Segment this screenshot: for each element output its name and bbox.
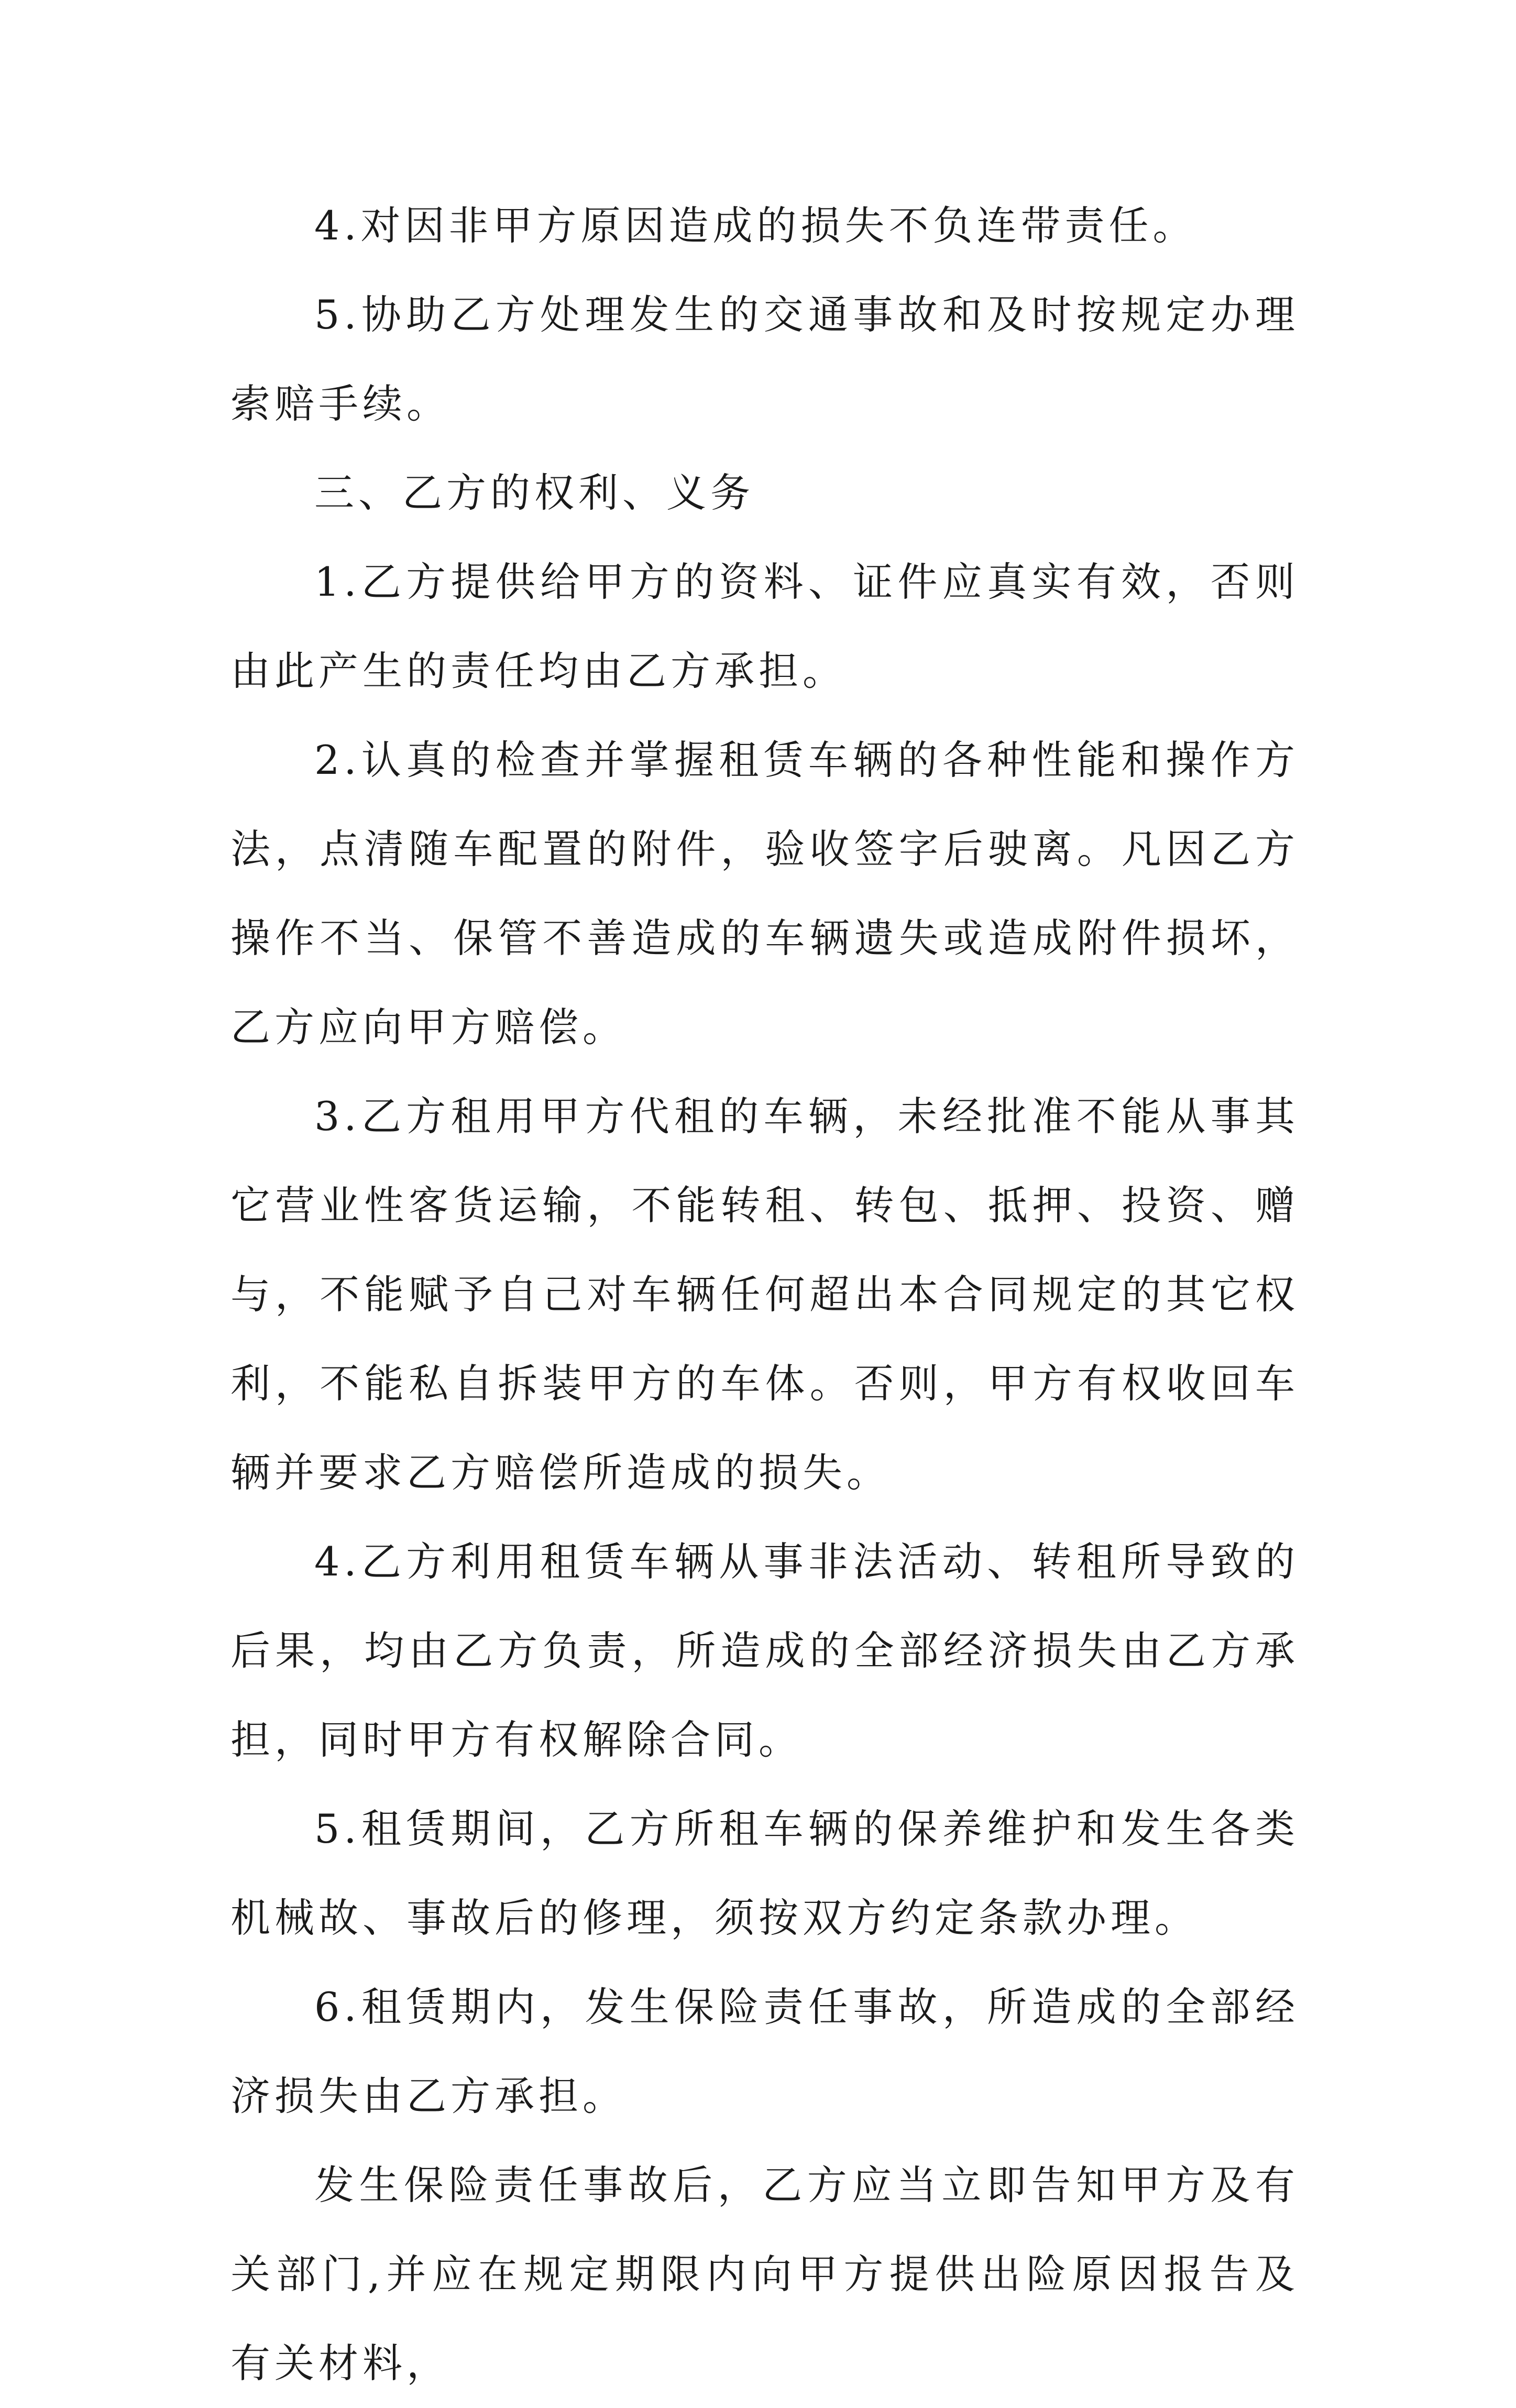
- document-body: [230, 181, 1299, 2408]
- paragraph-party-b-duty-6: 6.租赁期内，发生保险责任事故，所造成的全部经济损失由乙方承担。: [230, 1984, 1299, 2119]
- paragraph-accident-notice: 发生保险责任事故后，乙方应当立即告知甲方及有关部门,并应在规定期限内向甲方提供出险原因报告及有关材料，: [230, 2162, 1299, 2387]
- paragraph-party-b-duty-3: 3.乙方租用甲方代租的车辆，未经批准不能从事其它营业性客货运输，不能转租、转包、抵押、投资、赠与，不能赋予自己对车辆任何超出本合同规定的其它权利，不能私自拆装甲方的车体。否则，甲方有权收回车辆并要求乙方赔偿所造成的损失。: [230, 1093, 1299, 1496]
- paragraph-party-b-duty-4: 4.乙方利用租赁车辆从事非法活动、转租所导致的后果，均由乙方负责，所造成的全部经济损失由乙方承担，同时甲方有权解除合同。: [230, 1538, 1299, 1763]
- paragraph-party-a-duty-4: 4.对因非甲方原因造成的损失不负连带责任。: [314, 202, 1197, 249]
- paragraph-party-b-duty-1: 1.乙方提供给甲方的资料、证件应真实有效，否则由此产生的责任均由乙方承担。: [230, 559, 1299, 694]
- paragraph-party-b-duty-2: 2.认真的检查并掌握租赁车辆的各种性能和操作方法，点清随车配置的附件，验收签字后驶离。凡因乙方操作不当、保管不善造成的车辆遗失或造成附件损坏，乙方应向甲方赔偿。: [230, 737, 1299, 1050]
- paragraph-party-b-duty-5: 5.租赁期间，乙方所租车辆的保养维护和发生各类机械故、事故后的修理，须按双方约定条款办理。: [230, 1805, 1299, 1941]
- paragraph-party-a-duty-5: 5.协助乙方处理发生的交通事故和及时按规定办理索赔手续。: [230, 291, 1299, 427]
- section-heading-party-b-rights: 三、乙方的权利、义务: [314, 469, 754, 516]
